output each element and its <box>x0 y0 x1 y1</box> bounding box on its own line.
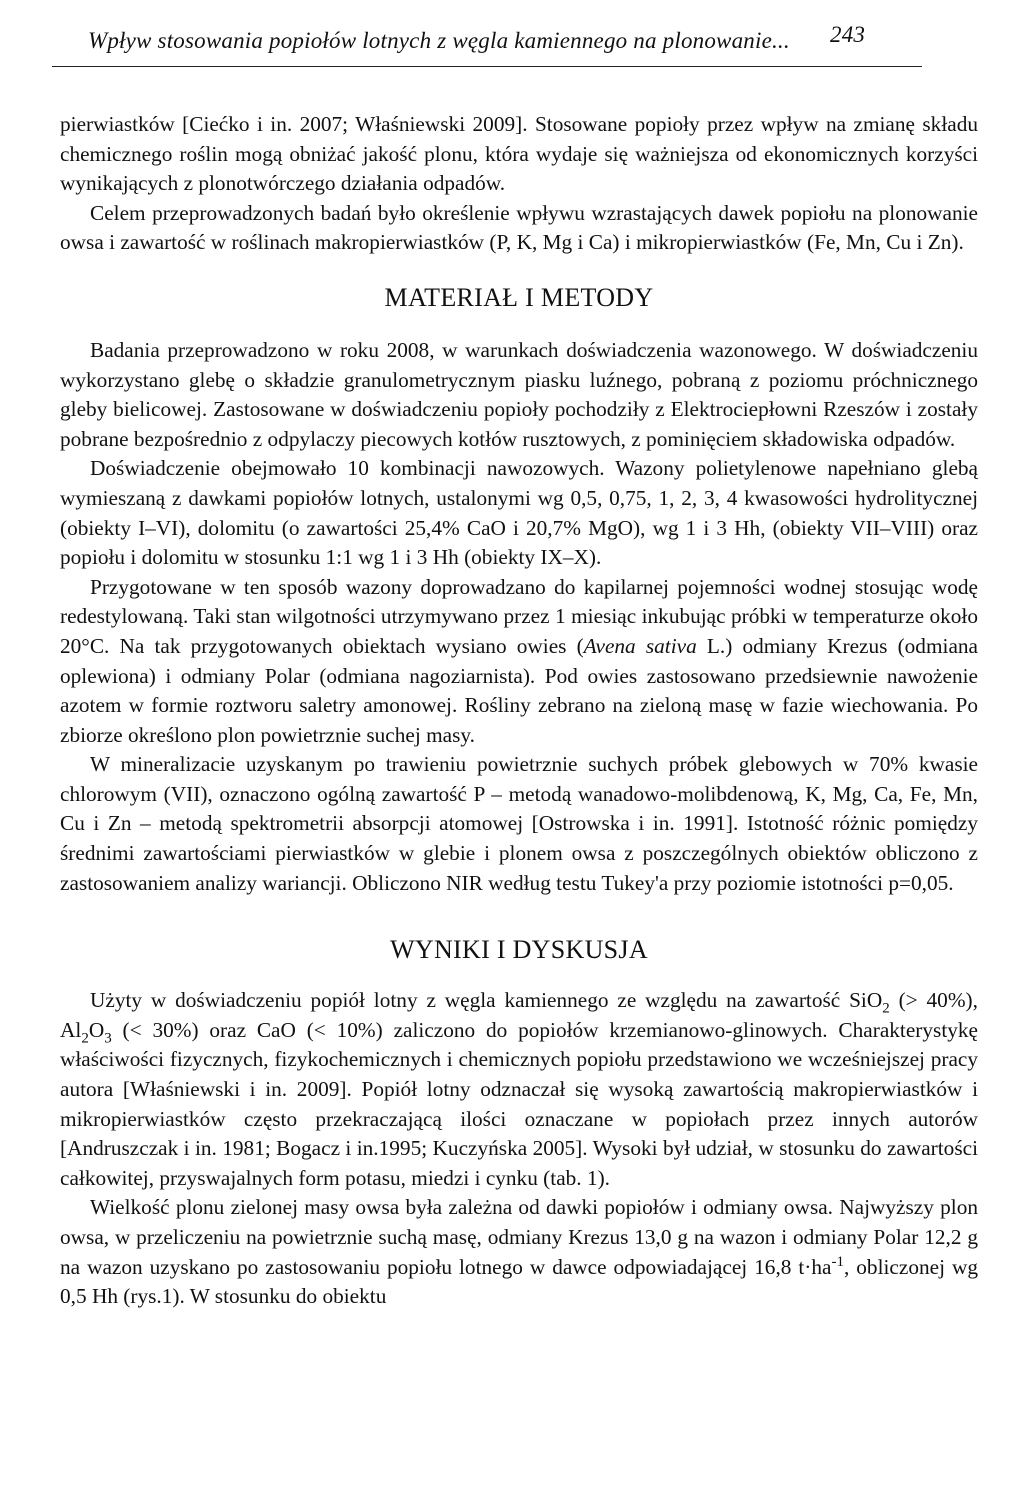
text-run: (< 30%) oraz CaO (< 10%) zaliczono do popiołów krzemianowo-glinowych. Charakterystykę właściwości fizycznych, fizykochemicznych i chemicznych popiołu przedstawiono we wcześniejszej pracy autora [Właśniewski i in. 2009]. Popiół lotny odznaczał się wysoką zawartością makropierwiastków i mikropierwiastków często przekraczającą ilości oznaczane w popiołach przez innych autorów [Andruszczak i in. 1981; Bogacz i in.1995; Kuczyńska 2005]. Wysoki był udział, w stosunku do zawartości całkowitej, przyswajalnych form potasu, miedzi i cynku (tab. 1). <box>60 1017 978 1190</box>
subscript: 2 <box>81 1030 89 1047</box>
text-run: Wielkość plonu zielonej masy owsa była zależna od dawki popiołów i odmiany owsa. Najwyższy plon owsa, w przeliczeniu na powietrznie suchą masę, odmiany Krezus 13,0 g na wazon i odmiany Polar 12,2 g na wazon uzyskano po zastosowaniu popiołu lotnego w dawce odpowiadającej 16,8 t·ha <box>60 1195 978 1279</box>
text-run: L.) odmiany Krezus (odmiana oplewiona) i odmiany Polar (odmiana nagoziarnista). Pod owies zastosowano przedsiewnie nawożenie azotem w formie roztworu saletry amonowej. Rośliny zebrano na zieloną masę w fazie wiechowania. Po zbiorze określono plon powietrznie suchej masy. <box>60 633 978 747</box>
text-run: Użyty w doświadczeniu popiół lotny z węgla kamiennego ze względu na zawartość SiO <box>90 988 883 1013</box>
section-heading-methods: MATERIAŁ I METODY <box>384 282 654 312</box>
text-run: (> 40%), Al <box>60 988 978 1042</box>
section-heading-results: WYNIKI I DYSKUSJA <box>390 935 648 965</box>
page-number: 243 <box>830 22 866 47</box>
text-run: , obliczonej wg 0,5 Hh (rys.1). W stosunku do obiektu <box>60 1254 978 1309</box>
body-text <box>60 110 978 1312</box>
subscript: 3 <box>104 1030 112 1047</box>
paragraph: W mineralizacie uzyskanym po trawieniu powietrznie suchych próbek glebowych w 70% kwasie chlorowym (VII), oznaczono ogólną zawartość P – metodą wanadowo-molibdenową, K, Mg, Ca, Fe, Mn, Cu i Zn – metodą spektrometrii absorpcji atomowej [Ostrowska i in. 1991]. Istotność różnic pomiędzy średnimi zawartościami pierwiastków w glebie i plonem owsa z poszczególnych obiektów obliczono z zastosowaniem analizy wariancji. Obliczono NIR według testu Tukey'a przy poziomie istotności p=0,05. <box>60 752 978 895</box>
paragraph: Badania przeprowadzono w roku 2008, w warunkach doświadczenia wazonowego. W doświadczeniu wykorzystano glebę o składzie granulometrycznym piasku luźnego, pobraną z poziomu próchnicznego gleby bielicowej. Zastosowane w doświadczeniu popioły pochodziły z Elektrociepłowni Rzeszów i zostały pobrane bezpośrednio z odpylaczy piecowych kotłów rusztowych, z pominięciem składowiska odpadów. <box>60 337 978 451</box>
paragraph <box>60 986 978 1193</box>
text-run: Przygotowane w ten sposób wazony doprowadzano do kapilarnej pojemności wodnej stosując wodę redestylowaną. Taki stan wilgotności utrzymywano przez 1 miesiąc inkubując próbki w temperaturze około 20°C. Na tak przygotowanych obiektach wysiano owies ( <box>60 574 978 658</box>
text-run: O <box>88 1017 105 1042</box>
species-name: Avena sativa <box>583 633 697 658</box>
running-title: Wpływ stosowania popiołów lotnych z węgla kamiennego na plonowanie... <box>88 28 790 53</box>
header-rule <box>52 66 922 67</box>
superscript: -1 <box>831 1253 844 1270</box>
subscript: 2 <box>882 1000 890 1017</box>
paragraph: Doświadczenie obejmowało 10 kombinacji nawozowych. Wazony polietylenowe napełniano glebą wymieszaną z dawkami popiołów lotnych, ustalonymi wg 0,5, 0,75, 1, 2, 3, 4 kwasowości hydrolitycznej (obiekty I–VI), dolomitu (o zawartości 25,4% CaO i 20,7% MgO), wg 1 i 3 Hh, (obiekty VII–VIII) oraz popiołu i dolomitu w stosunku 1:1 wg 1 i 3 Hh (obiekty IX–X). <box>60 456 978 570</box>
paragraph: Celem przeprowadzonych badań było określenie wpływu wzrastających dawek popiołu na plonowanie owsa i zawartość w roślinach makropierwiastków (P, K, Mg i Ca) i mikropierwiastków (Fe, Mn, Cu i Zn). <box>60 200 978 255</box>
paragraph <box>60 573 978 751</box>
paragraph <box>60 1193 978 1311</box>
paragraph: pierwiastków [Ciećko i in. 2007; Właśniewski 2009]. Stosowane popioły przez wpływ na zmianę składu chemicznego roślin mogą obniżać jakość plonu, która wydaje się ważniejsza od ekonomicznych korzyści wynikających z plonotwórczego działania odpadów. <box>60 112 978 196</box>
